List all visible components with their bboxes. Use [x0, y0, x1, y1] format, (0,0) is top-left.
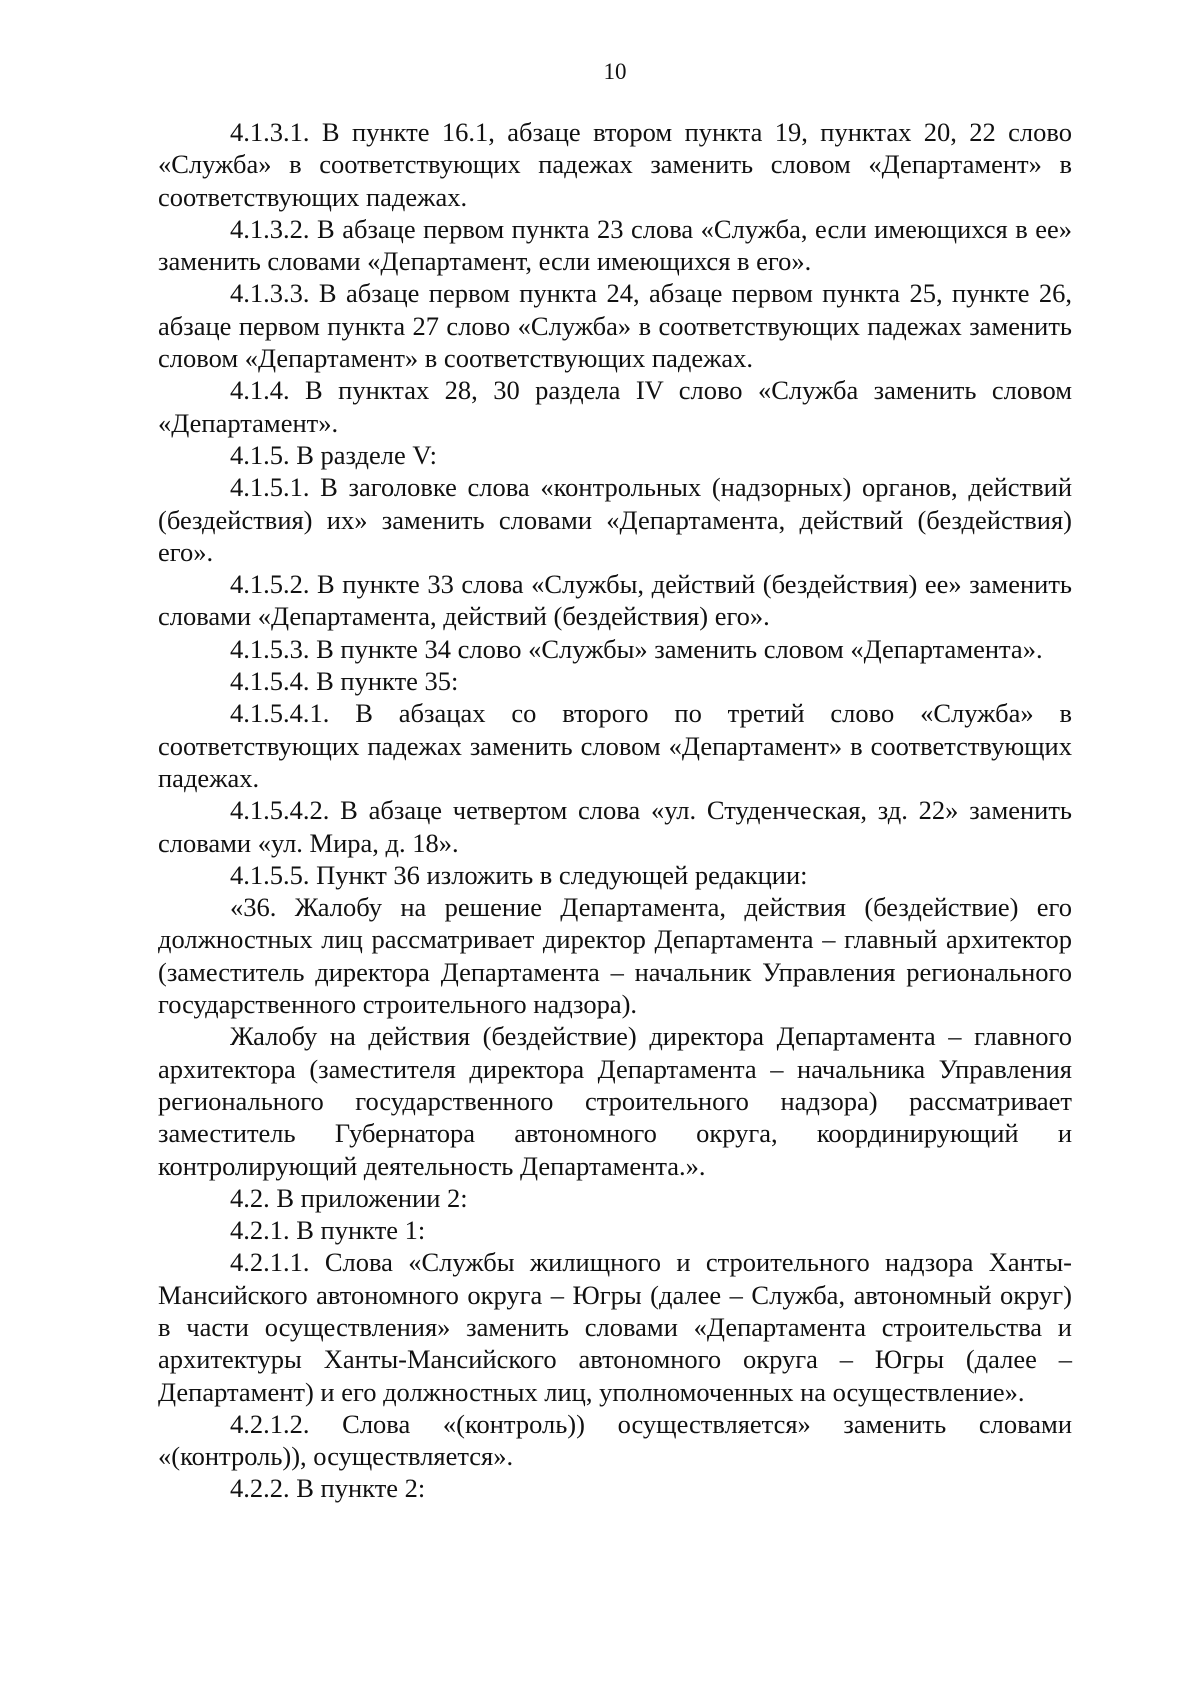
- paragraph-point-36-part-2: Жалобу на действия (бездействие) директора Департамента – главного архитектора (заместителя директора Департамента – начальника Управления регионального государственного строительного надзора) рассматривает заместитель Губернатора автономного округа, координирующий и контролирующий деятельность Департамента.».: [158, 1021, 1072, 1181]
- paragraph-4-1-5-4: 4.1.5.4. В пункте 35:: [230, 666, 459, 697]
- paragraph-4-2-2: 4.2.2. В пункте 2:: [230, 1473, 426, 1504]
- paragraph-4-2-1-2: 4.2.1.2. Слова «(контроль)) осуществляется» заменить словами «(контроль)), осуществляется».: [158, 1408, 1072, 1472]
- paragraph-4-1-4: 4.1.4. В пунктах 28, 30 раздела IV слово «Служба заменить словом «Департамент».: [158, 375, 1072, 438]
- page-number: 10: [603, 59, 627, 84]
- paragraph-point-36-part-1: «36. Жалобу на решение Департамента, действия (бездействие) его должностных лиц рассматривает директор Департамента – главный архитектор (заместитель директора Департамента – начальник Управления регионального государственного строительного надзора).: [158, 892, 1072, 1020]
- paragraph-4-2-1: 4.2.1. В пункте 1:: [230, 1215, 426, 1246]
- paragraph-4-1-3-3: 4.1.3.3. В абзаце первом пункта 24, абзаце первом пункта 25, пункте 26, абзаце первом пункта 27 слово «Служба» в соответствующих падежах заменить словом «Департамент» в соответствующих падежах.: [158, 278, 1072, 374]
- paragraph-4-1-5-4-2: 4.1.5.4.2. В абзаце четвертом слова «ул. Студенческая, зд. 22» заменить словами «ул. Мира, д. 18».: [158, 795, 1072, 858]
- paragraph-4-1-3-2: 4.1.3.2. В абзаце первом пункта 23 слова «Служба, если имеющихся в ее» заменить словами «Департамент, если имеющихся в его».: [158, 213, 1072, 277]
- paragraph-4-1-5-4-1: 4.1.5.4.1. В абзацах со второго по третий слово «Служба» в соответствующих падежах заменить словом «Департамент» в соответствующих падежах.: [158, 698, 1072, 793]
- paragraph-4-1-5-2: 4.1.5.2. В пункте 33 слова «Службы, действий (бездействия) ее» заменить словами «Департамента, действий (бездействия) его».: [158, 569, 1072, 632]
- paragraph-4-1-5-3: 4.1.5.3. В пункте 34 слово «Службы» заменить словом «Департамента».: [230, 633, 1043, 664]
- paragraph-4-1-3-1: 4.1.3.1. В пункте 16.1, абзаце втором пункта 19, пунктах 20, 22 слово «Служба» в соответствующих падежах заменить словом «Департамент» в соответствующих падежах.: [158, 117, 1072, 212]
- paragraph-4-1-5: 4.1.5. В разделе V:: [230, 439, 437, 470]
- document-body: [158, 116, 1072, 1505]
- paragraph-4-2-1-1: 4.2.1.1. Слова «Службы жилищного и строительного надзора Ханты-Мансийского автономного округа – Югры (далее – Служба, автономный округ) в части осуществления» заменить словами «Департамента строительства и архитектуры Ханты-Мансийского автономного округа – Югры (далее – Департамент) и его должностных лиц, уполномоченных на осуществление».: [158, 1247, 1072, 1407]
- paragraph-4-2: 4.2. В приложении 2:: [230, 1182, 468, 1213]
- paragraph-4-1-5-5: 4.1.5.5. Пункт 36 изложить в следующей редакции:: [230, 859, 808, 890]
- paragraph-4-1-5-1: 4.1.5.1. В заголовке слова «контрольных (надзорных) органов, действий (бездействия) их» заменить словами «Департамента, действий (бездействия) его».: [158, 472, 1072, 567]
